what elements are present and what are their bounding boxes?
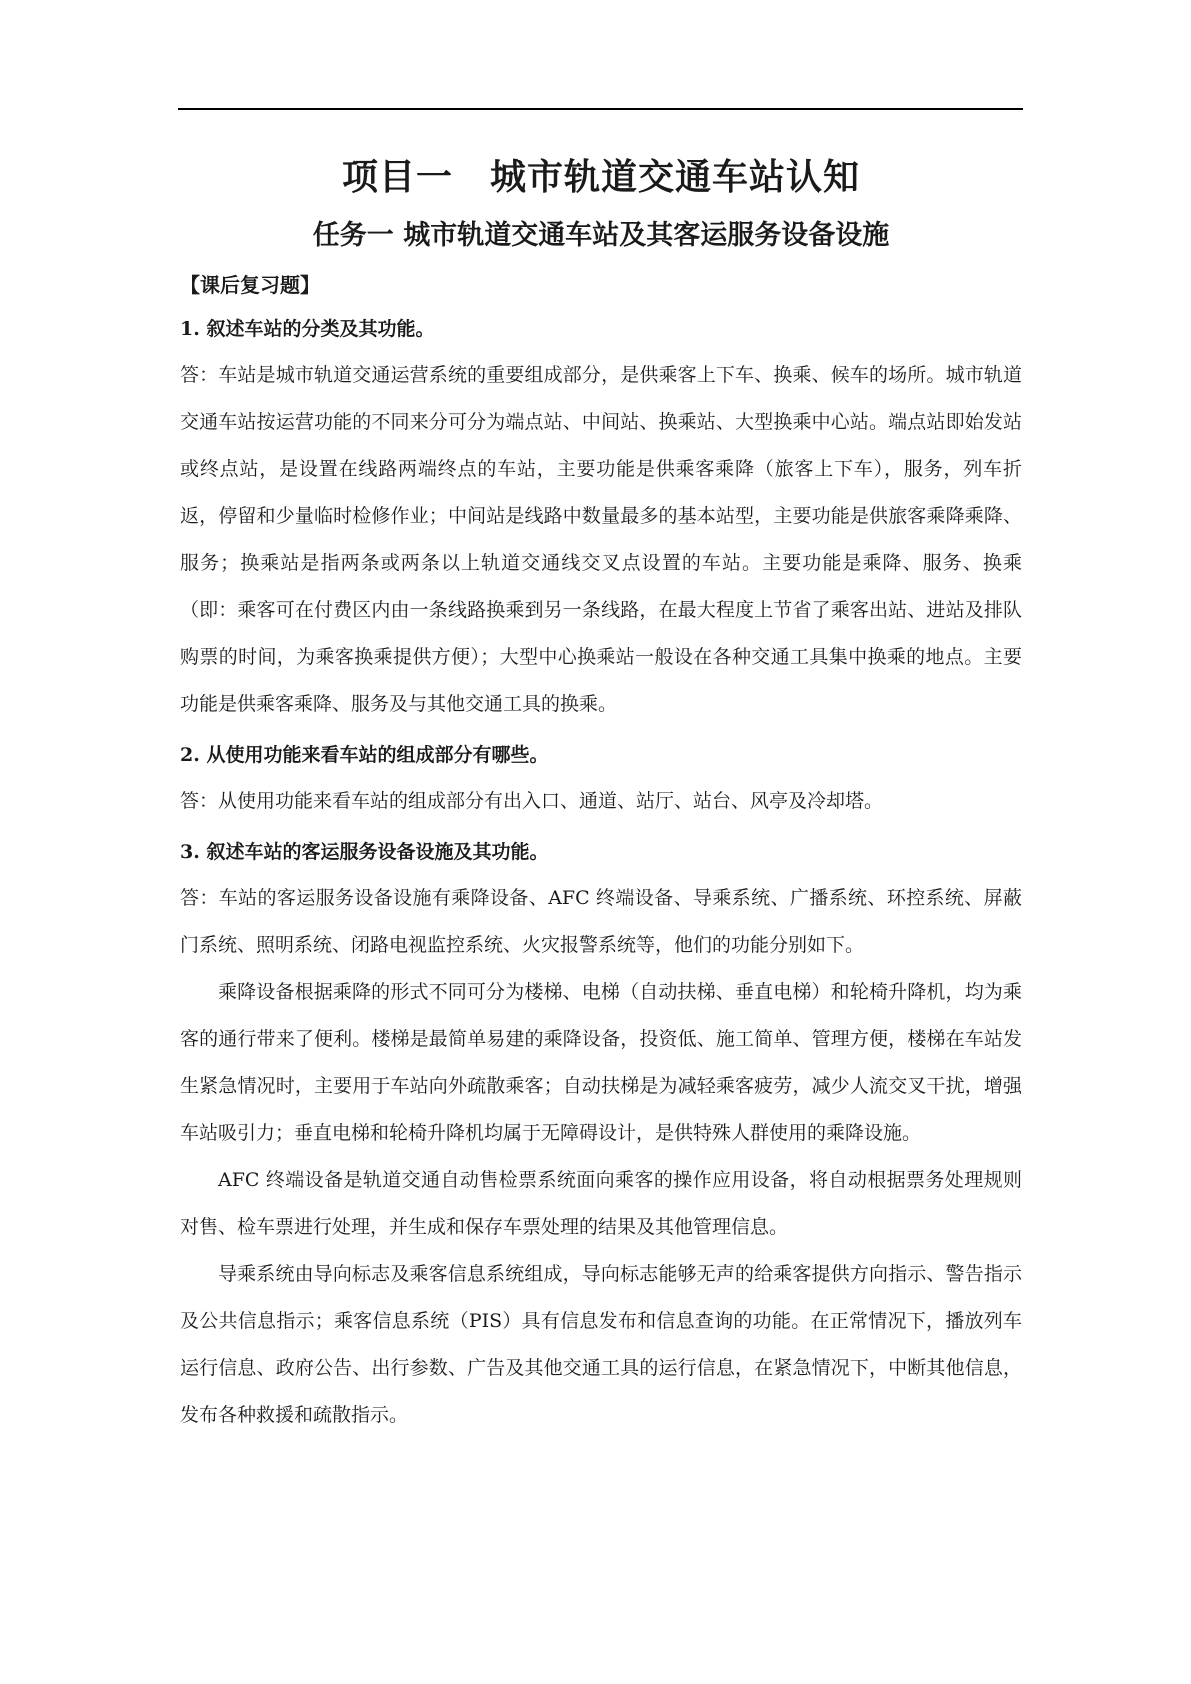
- answer-2-paragraph: 答：从使用功能来看车站的组成部分有出入口、通道、站厅、站台、风亭及冷却塔。: [180, 790, 884, 812]
- answer-1-paragraph: 答：车站是城市轨道交通运营系统的重要组成部分，是供乘客上下车、换乘、候车的场所。城市轨道交通车站按运营功能的不同来分可分为端点站、中间站、换乘站、大型换乘中心站。端点站即始发站或终点站，是设置在线路两端终点的车站，主要功能是供乘客乘降（旅客上下车），服务，列车折返，停留和少量临时检修作业；中间站是线路中数量最多的基本站型，主要功能是供旅客乘降乘降、服务；换乘站是指两条或两条以上轨道交通线交叉点设置的车站。主要功能是乘降、服务、换乘（即：乘客可在付费区内由一条线路换乘到另一条线路，在最大程度上节省了乘客出站、进站及排队购票的时间，为乘客换乘提供方便）；大型中心换乘站一般设在各种交通工具集中换乘的地点。主要功能是供乘客乘降、服务及与其他交通工具的换乘。: [180, 364, 1022, 715]
- document-body: [180, 150, 1022, 1439]
- answer-3-paragraph-guidance: 导乘系统由导向标志及乘客信息系统组成，导向标志能够无声的给乘客提供方向指示、警告指示及公共信息指示；乘客信息系统（PIS）具有信息发布和信息查询的功能。在正常情况下，播放列车运行信息、政府公告、出行参数、广告及其他交通工具的运行信息，在紧急情况下，中断其他信息，发布各种救援和疏散指示。: [180, 1263, 1022, 1426]
- question-3-title: 3. 叙述车站的客运服务设备设施及其功能。: [180, 841, 549, 863]
- question-2-title: 2. 从使用功能来看车站的组成部分有哪些。: [180, 744, 549, 766]
- question-1-title: 1. 叙述车站的分类及其功能。: [180, 318, 435, 340]
- project-title: 项目一 城市轨道交通车站认知: [341, 157, 860, 198]
- answer-3-paragraph-intro: 答：车站的客运服务设备设施有乘降设备、AFC 终端设备、导乘系统、广播系统、环控系统、屏蔽门系统、照明系统、闭路电视监控系统、火灾报警系统等，他们的功能分别如下。: [180, 887, 1022, 956]
- task-title: 任务一 城市轨道交通车站及其客运服务设备设施: [312, 220, 890, 251]
- answer-3-paragraph-afc: AFC 终端设备是轨道交通自动售检票系统面向乘客的操作应用设备，将自动根据票务处理规则对售、检车票进行处理，并生成和保存车票处理的结果及其他管理信息。: [180, 1169, 1022, 1238]
- header-rule: [178, 108, 1023, 110]
- answer-3-paragraph-lifting-equipment: 乘降设备根据乘降的形式不同可分为楼梯、电梯（自动扶梯、垂直电梯）和轮椅升降机，均为乘客的通行带来了便利。楼梯是最简单易建的乘降设备，投资低、施工简单、管理方便，楼梯在车站发生紧急情况时，主要用于车站向外疏散乘客；自动扶梯是为减轻乘客疲劳，减少人流交叉干扰，增强车站吸引力；垂直电梯和轮椅升降机均属于无障碍设计，是供特殊人群使用的乘降设施。: [180, 981, 1022, 1144]
- section-heading: 【课后复习题】: [180, 273, 320, 297]
